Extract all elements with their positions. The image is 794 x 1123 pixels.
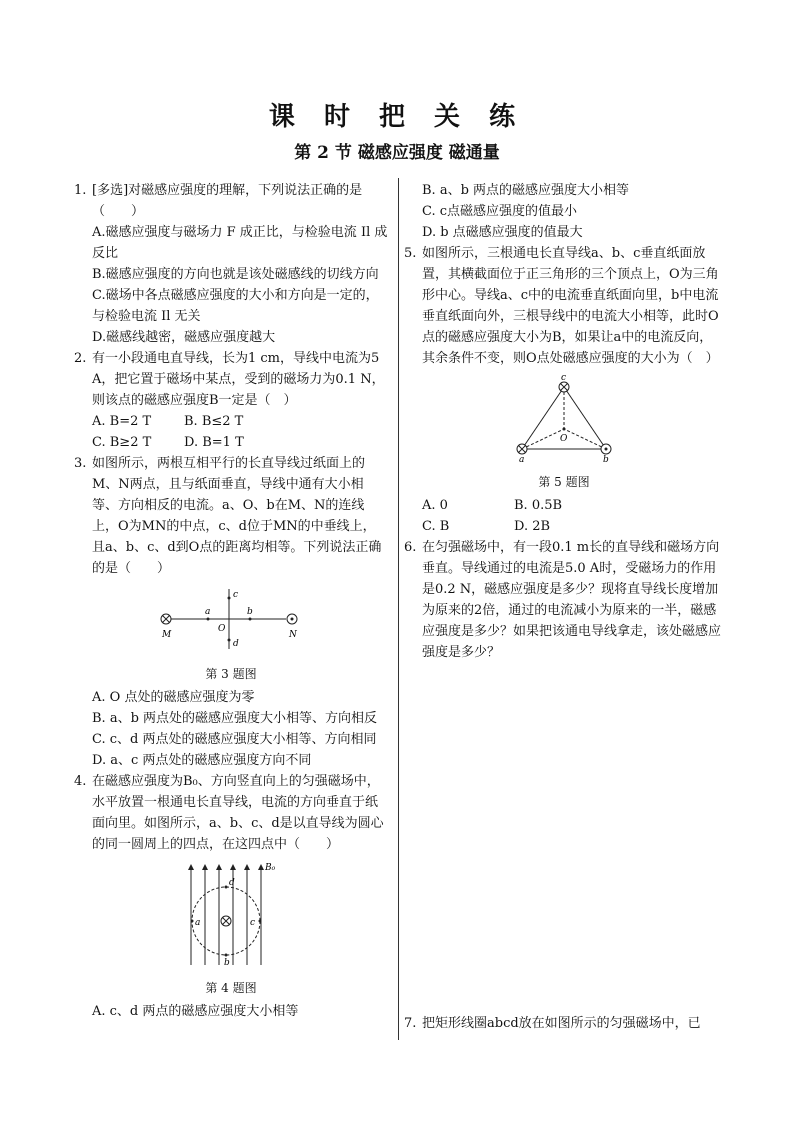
- label-m: M: [162, 630, 172, 640]
- page-title: 课 时 把 关 练: [268, 102, 526, 132]
- label-a: a: [195, 918, 201, 928]
- wire-diagram: [156, 583, 306, 655]
- option-d: D.磁感线越密，磁感应强度越大: [92, 330, 276, 345]
- label-c: c: [233, 590, 239, 600]
- option-c: C. c、d 两点处的磁感应强度大小相等、方向相同: [92, 732, 377, 747]
- triangle-diagram: [509, 373, 619, 463]
- option-c: C. c点磁感应强度的值最小: [422, 204, 578, 219]
- question-stem: 有一小段通电直导线，长为1 cm，导线中电流为5 A，把它置于磁场中某点，受到的磁场力为0.1 N，则该点的磁感应强度B一定是（ ）: [92, 351, 385, 408]
- question-5: [404, 243, 724, 369]
- question-stem: 如图所示，三根通电长直导线a、b、c垂直纸面放置，其横截面位于正三角形的三个顶点上，O为三角形中心。导线a、c中的电流垂直纸面向里，b中电流垂直纸面向外，三根导线中的电流大小相等，此时O点的磁感应强度大小为B，如果让a中的电流反向，其余条件不变，则O点处磁感应强度的大小为（ ）: [422, 246, 719, 366]
- option-d: D. B=1 T: [184, 435, 244, 450]
- label-a: a: [519, 455, 525, 463]
- question-stem: 如图所示，两根互相平行的长直导线过纸面上的M、N两点，且与纸面垂直，导线中通有大小相等、方向相反的电流。a、O、b在M、N的连线上，O为MN的中点，c、d位于MN的中垂线上，且a、b、c、d到O点的距离均相等。下列说法正确的是（ ）: [92, 456, 382, 576]
- question-6: [404, 537, 724, 663]
- option-c: C. B: [422, 519, 450, 534]
- question-number: 3.: [74, 456, 87, 471]
- figure-caption: 第 4 题图: [205, 981, 257, 995]
- label-a: a: [205, 607, 211, 617]
- label-d: d: [233, 639, 239, 649]
- options-row: [404, 516, 724, 537]
- label-b: b: [247, 607, 253, 617]
- section-subtitle: 第 2 节 磁感应强度 磁通量: [294, 143, 500, 163]
- column-divider: [398, 178, 399, 1040]
- question-stem: [多选]对磁感应强度的理解，下列说法正确的是（ ）: [92, 183, 363, 219]
- question-stem: 在磁感应强度为B₀、方向竖直向上的匀强磁场中，水平放置一根通电长直导线，电流的方向垂直于纸面向里。如图所示，a、b、c、d是以直导线为圆心的同一圆周上的四点，在这四点中（ ）: [92, 774, 384, 852]
- figure-3: [74, 583, 388, 662]
- label-o: O: [560, 434, 568, 444]
- right-column: [404, 180, 724, 663]
- label-c: c: [561, 373, 567, 383]
- option-a: A. B=2 T: [92, 414, 152, 429]
- question-number: 7.: [404, 1016, 417, 1031]
- figure-4: [74, 859, 388, 976]
- question-number: 1.: [74, 183, 87, 198]
- options-row: [404, 495, 724, 516]
- label-b0: B₀: [265, 863, 276, 873]
- question-7: [404, 1013, 742, 1034]
- option-a: A. O 点处的磁感应强度为零: [92, 690, 255, 705]
- question-2: [74, 348, 388, 411]
- label-b: b: [224, 958, 230, 968]
- options-row: [74, 411, 388, 432]
- option-b: B.磁感应强度的方向也就是该处磁感线的切线方向: [92, 267, 379, 282]
- option-d: D. b 点磁感应强度的值最大: [422, 225, 583, 240]
- question-number: 6.: [404, 540, 417, 555]
- question-number: 4.: [74, 774, 87, 789]
- label-b: b: [603, 455, 609, 463]
- label-o: O: [218, 624, 226, 634]
- option-c: C. B≥2 T: [92, 435, 152, 450]
- option-b: B. a、b 两点的磁感应强度大小相等: [422, 183, 630, 198]
- option-a: A.磁感应强度与磁场力 F 成正比，与检验电流 Il 成反比: [92, 225, 388, 261]
- option-b: B. a、b 两点处的磁感应强度大小相等、方向相反: [92, 711, 378, 726]
- option-c: C.磁场中各点磁感应强度的大小和方向是一定的，与检验电流 Il 无关: [92, 288, 379, 324]
- option-a: A. c、d 两点的磁感应强度大小相等: [92, 1004, 299, 1019]
- field-diagram: [181, 859, 281, 969]
- option-a: A. 0: [422, 498, 448, 513]
- question-1: [74, 180, 388, 222]
- option-b: B. 0.5B: [514, 498, 563, 513]
- left-column: [74, 180, 388, 1022]
- option-d: D. a、c 两点处的磁感应强度方向不同: [92, 753, 312, 768]
- label-d: d: [229, 878, 235, 888]
- options-row: [74, 432, 388, 453]
- question-3: [74, 453, 388, 579]
- question-4: [74, 771, 388, 855]
- label-n: N: [289, 630, 297, 640]
- question-stem: 把矩形线圈abcd放在如图所示的匀强磁场中，已: [422, 1016, 701, 1031]
- label-c: c: [250, 918, 256, 928]
- figure-caption: 第 3 题图: [205, 667, 257, 681]
- option-d: D. 2B: [514, 519, 551, 534]
- question-stem: 在匀强磁场中，有一段0.1 m长的直导线和磁场方向垂直。导线通过的电流是5.0 A时，受磁场力的作用是0.2 N，磁感应强度是多少？现将直导线长度增加为原来的2倍，通过的电流减小为原来的一半，磁感应强度是多少？如果把该通电导线拿走，该处磁感应强度是多少？: [422, 540, 722, 660]
- figure-caption: 第 5 题图: [538, 475, 590, 489]
- figure-5: [404, 373, 724, 470]
- question-number: 5.: [404, 246, 417, 261]
- option-b: B. B≤2 T: [184, 414, 244, 429]
- question-number: 2.: [74, 351, 87, 366]
